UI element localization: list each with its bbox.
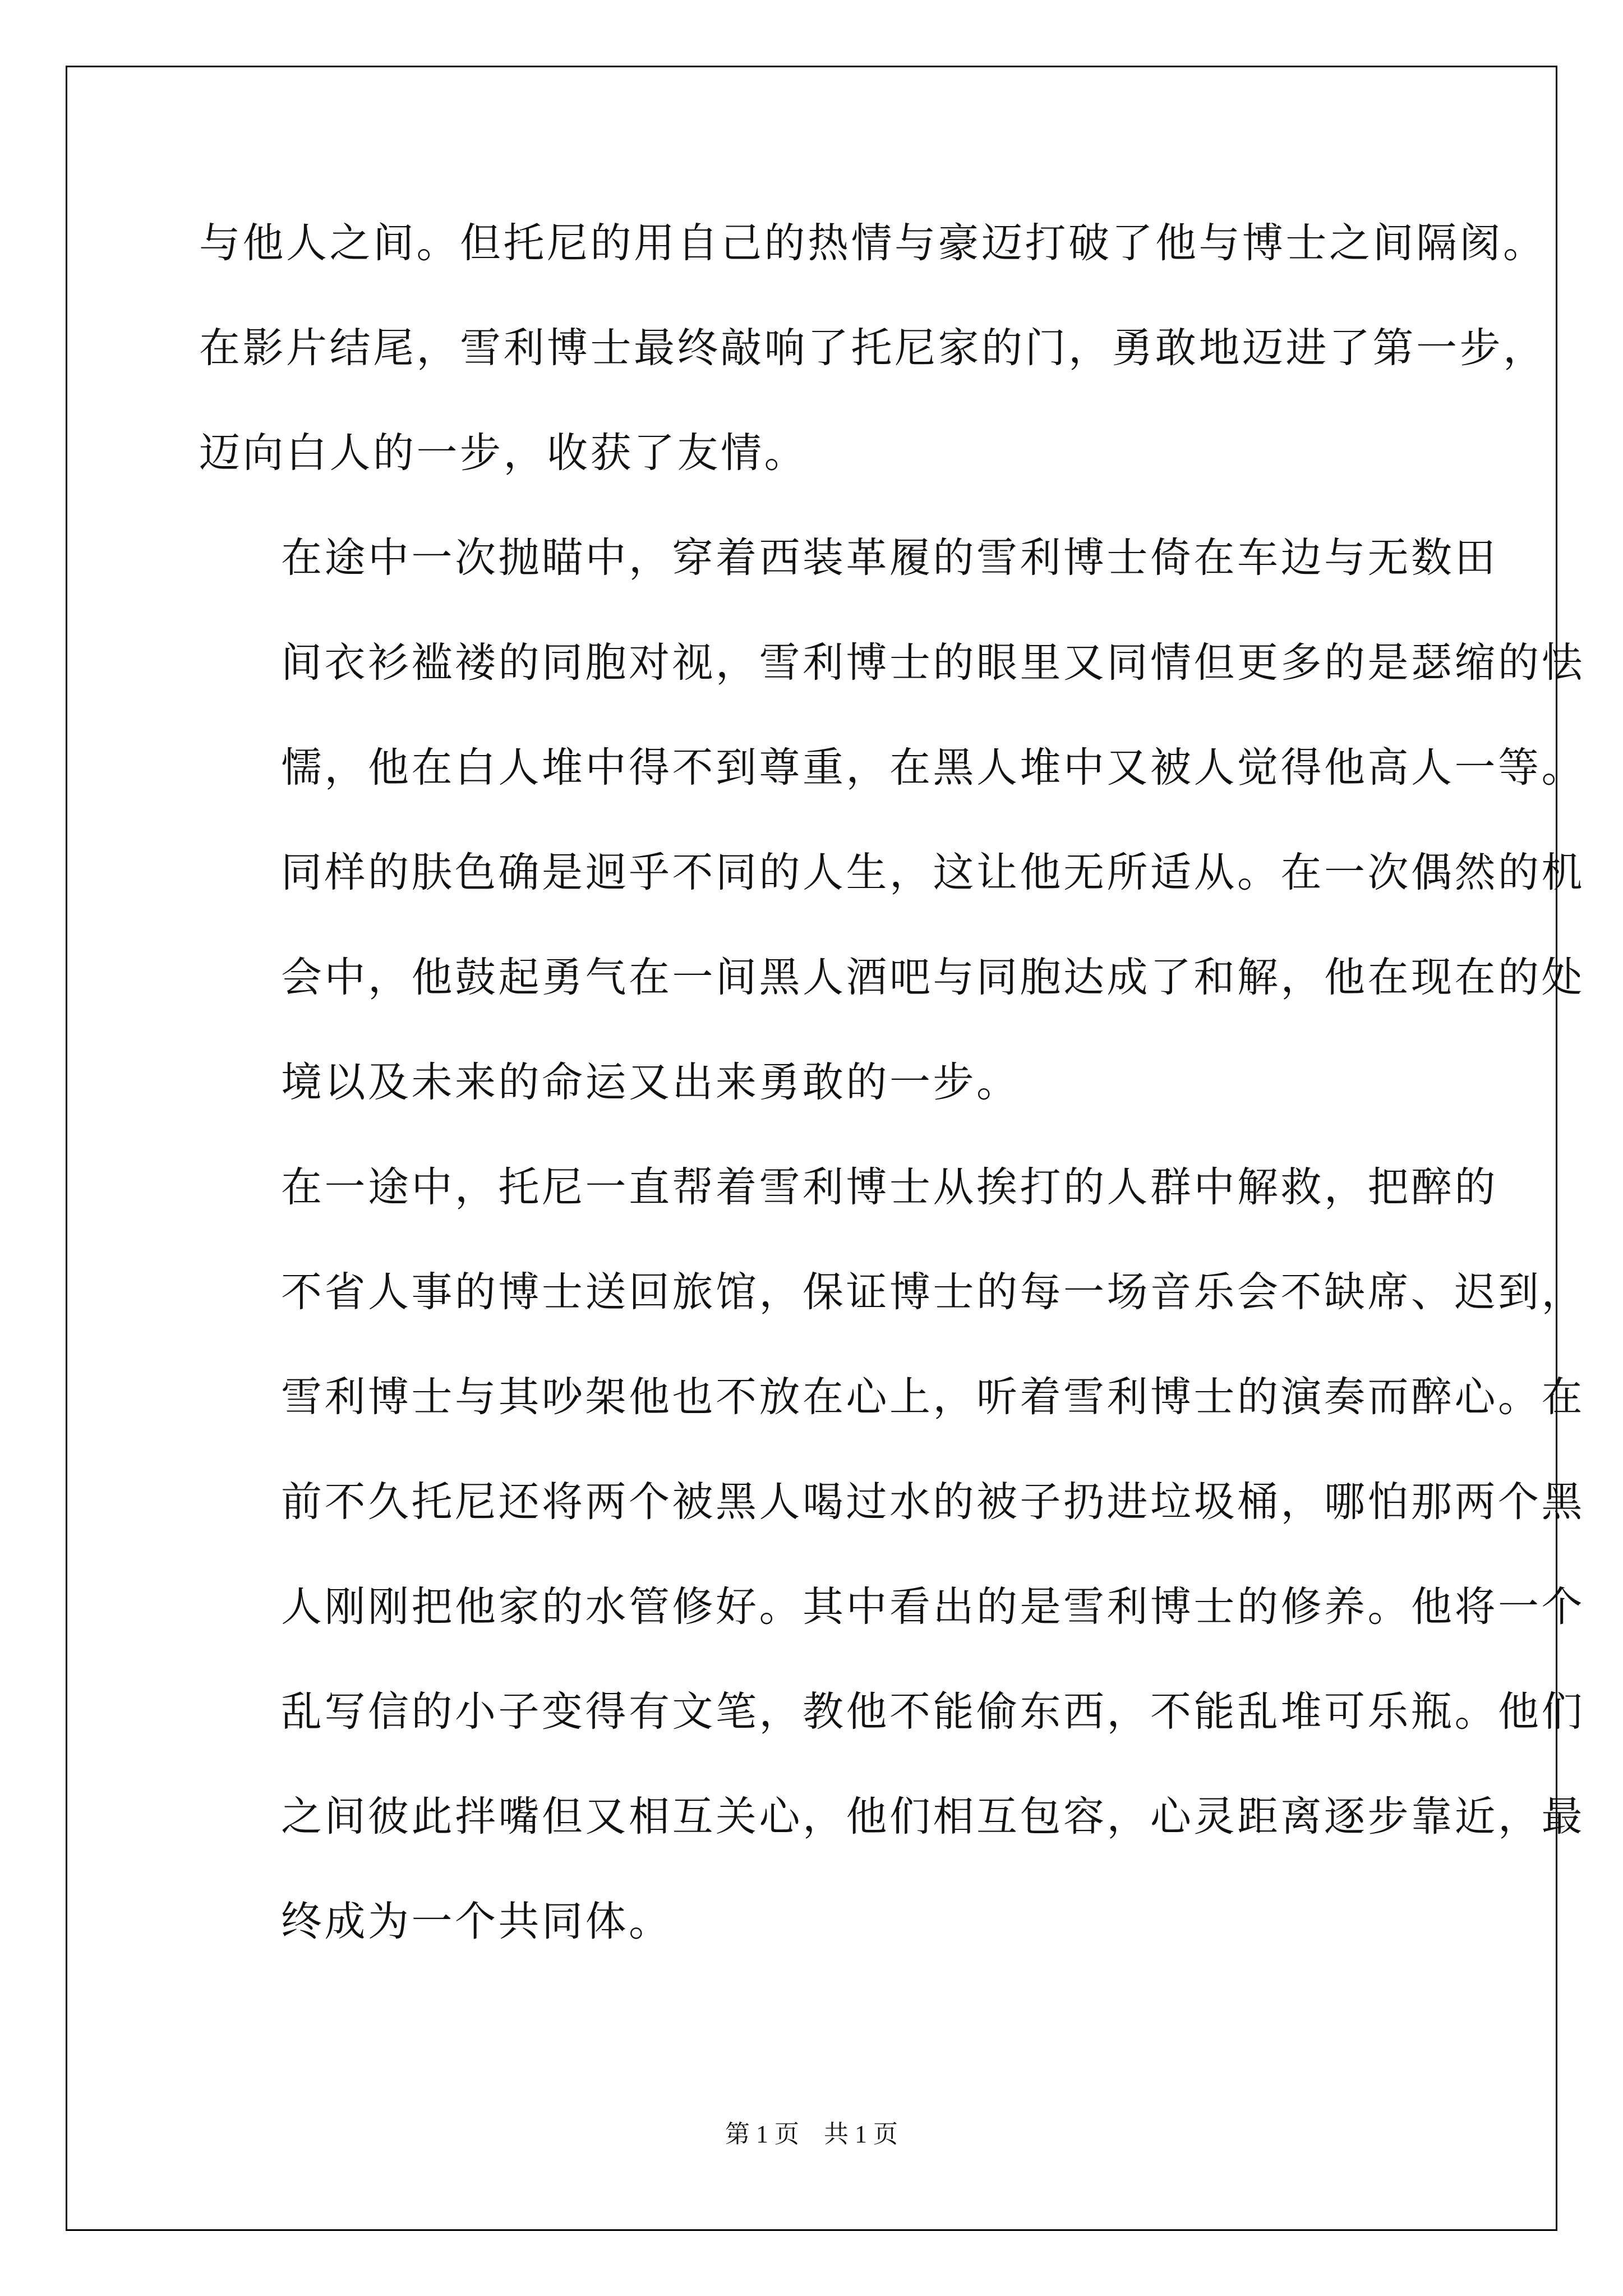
text-line: 乱写信的小子变得有文笔，教他不能偷东西，不能乱堆可乐瓶。他们: [281, 1688, 1585, 1736]
text-line: 同样的肤色确是迥乎不同的人生，这让他无所适从。在一次偶然的机: [281, 849, 1585, 896]
document-body: [199, 191, 1585, 1974]
text-line: 与他人之间。但托尼的用自己的热情与豪迈打破了他与博士之间隔阂。: [199, 219, 1547, 267]
text-line: 在途中一次抛瞄中，穿着西装革履的雪利博士倚在车边与无数田: [281, 534, 1498, 582]
text-line: 之间彼此拌嘴但又相互关心，他们相互包容，心灵距离逐步靠近，最: [281, 1793, 1585, 1841]
paragraph-2: [199, 505, 1585, 1135]
text-line: 在一途中，托尼一直帮着雪利博士从挨打的人群中解救，把醉的: [281, 1163, 1498, 1211]
text-line: 境以及未来的命运又出来勇敢的一步。: [281, 1059, 1020, 1106]
text-line: 间衣衫褴褛的同胞对视，雪利博士的眼里又同情但更多的是瑟缩的怯: [281, 639, 1585, 687]
paragraph-3: [199, 1135, 1585, 1974]
text-line: 前不久托尼还将两个被黑人喝过水的被子扔进垃圾桶，哪怕那两个黑: [281, 1478, 1585, 1526]
text-line: 雪利博士与其吵架他也不放在心上，听着雪利博士的演奏而醉心。在: [281, 1373, 1585, 1421]
text-line: 终成为一个共同体。: [281, 1898, 672, 1945]
text-line: 迈向白人的一步，收获了友情。: [199, 429, 808, 477]
text-line: 在影片结尾，雪利博士最终敲响了托尼家的门，勇敢地迈进了第一步，: [199, 324, 1547, 372]
text-line: 人刚刚把他家的水管修好。其中看出的是雪利博士的修养。他将一个: [281, 1583, 1585, 1631]
text-line: 不省人事的博士送回旅馆，保证博士的每一场音乐会不缺席、迟到，: [281, 1268, 1585, 1316]
text-line: 会中，他鼓起勇气在一间黑人酒吧与同胞达成了和解，他在现在的处: [281, 954, 1585, 1001]
text-line: 懦，他在白人堆中得不到尊重，在黑人堆中又被人觉得他高人一等。: [281, 744, 1585, 792]
page-number-footer: 第 1 页 共 1 页: [725, 2120, 898, 2148]
paragraph-1: [199, 191, 1547, 505]
